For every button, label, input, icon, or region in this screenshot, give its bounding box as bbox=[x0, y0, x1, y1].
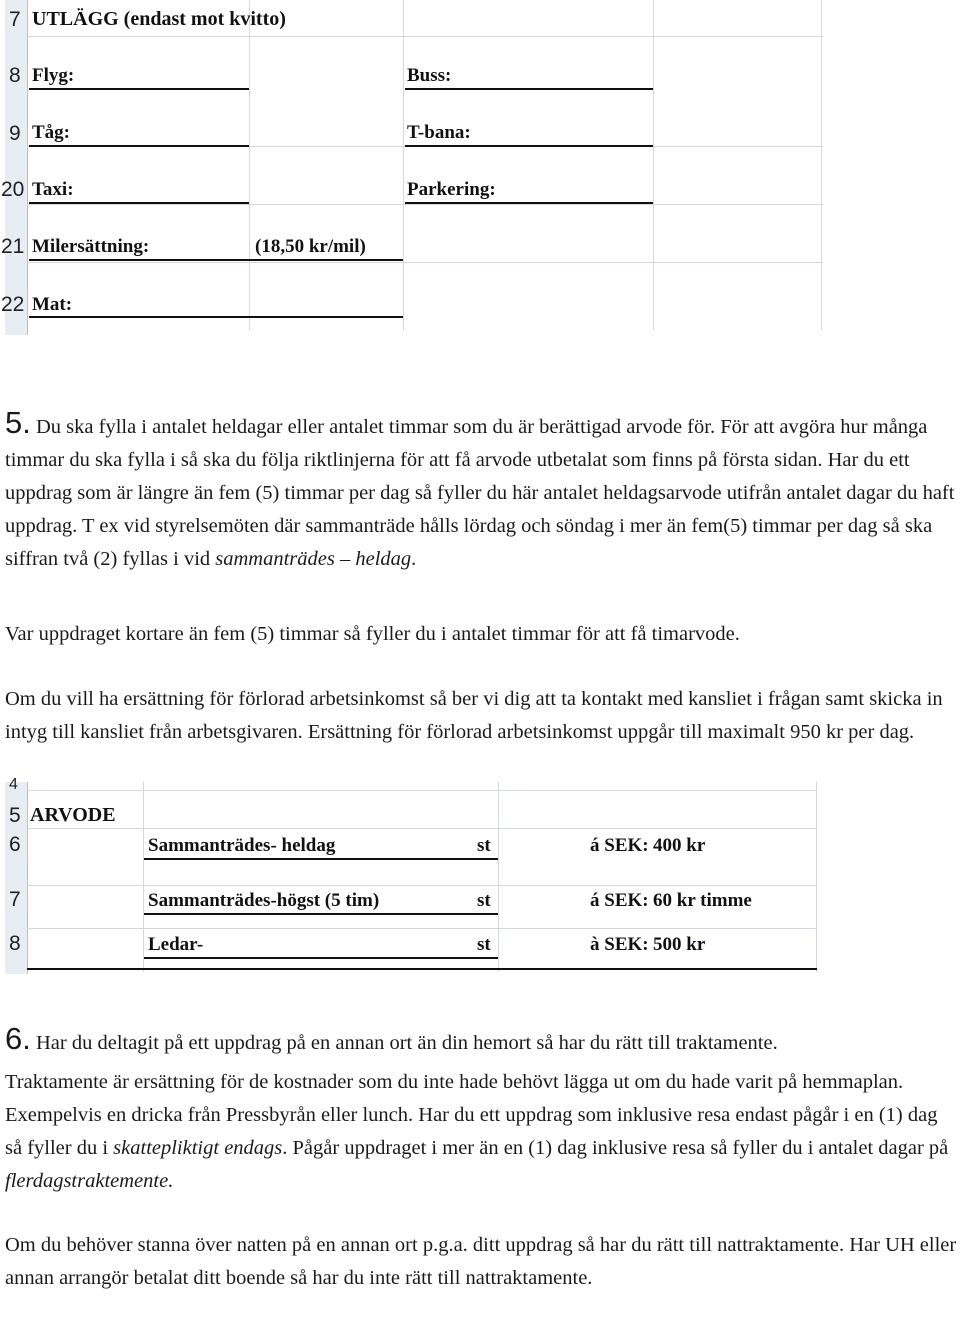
mileage-label: Milersättning: bbox=[32, 236, 150, 257]
grid-line bbox=[27, 204, 823, 205]
row-number: 8 bbox=[9, 64, 21, 87]
section-6-paragraph-3: Om du behöver stanna över natten på en annan ort p.g.a. ditt uppdrag så har du rätt till nattraktamente. Har UH eller annan arrangör betalat ditt boende så har du inte rätt till nattraktamente. bbox=[5, 1234, 957, 1289]
fee-row-rate-label: á SEK: bbox=[590, 835, 649, 856]
section-6-text: . Pågår uppdraget i mer än en (1) dag inklusive resa så fyller du i antalet dagar på bbox=[282, 1137, 949, 1159]
fee-row-rate: 60 kr timme bbox=[653, 890, 752, 911]
section-5-text: Du ska fylla i antalet heldagar eller antalet timmar som du är berättigad arvode för. För att avgöra hur många timmar du ska fylla i så ska du följa riktlinjerna för att få arvode utbetalat som finns på första sidan. Har du ett uppdrag som är längre än fem (5) timmar per dag så fyller du här antalet heldagsarvode utifrån antalet dagar du haft uppdrag. T ex vid styrelsemöten där sammanträde hålls lördag och söndag i mer än fem(5) timmar per dag så ska siffran två (2) fyllas i vid bbox=[5, 416, 955, 570]
row-number: 4 bbox=[9, 776, 18, 793]
row-header-column bbox=[1, 0, 28, 335]
section-6-paragraph-2 bbox=[5, 1066, 957, 1198]
fee-row-unit: st bbox=[477, 835, 491, 856]
bus-line bbox=[405, 88, 653, 90]
food-line bbox=[29, 316, 403, 318]
fee-row-rate-label: à SEK: bbox=[590, 934, 649, 955]
grid-line bbox=[27, 885, 817, 886]
row-number: 5 bbox=[9, 804, 21, 827]
section-6-number: 6. bbox=[5, 1021, 31, 1056]
row-number: 6 bbox=[9, 833, 21, 856]
grid-line bbox=[653, 0, 654, 330]
mileage-line bbox=[29, 259, 403, 261]
expenses-heading: UTLÄGG (endast mot kvitto) bbox=[32, 8, 286, 30]
parking-label: Parkering: bbox=[407, 179, 496, 200]
fee-heading: ARVODE bbox=[30, 804, 116, 826]
fee-sheet bbox=[5, 776, 820, 974]
fee-row-unit: st bbox=[477, 934, 491, 955]
section-5-text-end: . bbox=[411, 548, 417, 570]
grid-line bbox=[27, 928, 817, 929]
grid-line bbox=[27, 828, 817, 829]
grid-line bbox=[498, 782, 499, 972]
section-6-italic: flerdagstraktemente. bbox=[5, 1170, 174, 1192]
grid-line bbox=[27, 790, 817, 791]
taxi-line bbox=[29, 202, 249, 204]
train-line bbox=[29, 145, 249, 147]
section-5-number: 5. bbox=[5, 405, 31, 440]
row-number: 8 bbox=[9, 932, 21, 955]
row-header-column bbox=[5, 776, 28, 974]
grid-line bbox=[249, 0, 250, 330]
metro-line bbox=[405, 145, 653, 147]
row-number: 20 bbox=[1, 178, 25, 201]
fee-row-line bbox=[144, 913, 498, 915]
metro-label: T-bana: bbox=[407, 122, 471, 143]
parking-line bbox=[405, 202, 653, 204]
train-label: Tåg: bbox=[32, 122, 70, 143]
flights-line bbox=[29, 88, 249, 90]
grid-line bbox=[27, 262, 823, 263]
fee-row-label: Ledar- bbox=[148, 934, 204, 955]
grid-line bbox=[27, 36, 823, 37]
row-number: 7 bbox=[9, 888, 21, 911]
section-5-paragraph-2: Var uppdraget kortare än fem (5) timmar så fyller du i antalet timmar för att få timarvode. bbox=[5, 623, 740, 645]
flights-label: Flyg: bbox=[32, 65, 75, 86]
fee-row-unit: st bbox=[477, 890, 491, 911]
row-number: 9 bbox=[9, 122, 21, 145]
grid-line bbox=[143, 782, 144, 972]
grid-line bbox=[403, 0, 404, 330]
section-6-intro-text: Har du deltagit på ett uppdrag på en annan ort än din hemort så har du rätt till traktamente. bbox=[35, 1032, 778, 1054]
mileage-rate: (18,50 kr/mil) bbox=[255, 236, 366, 257]
section-5-italic: sammanträdes – heldag bbox=[215, 548, 412, 570]
section-6-text: Traktamente är ersättning för de kostnader som du inte hade behövt lägga ut om du hade varit på hemmaplan. Exempelvis en dricka från Pressbyrån eller lunch. Har du ett uppdrag som inklusive resa endast pågår i en (1) dag så fyller du i bbox=[5, 1071, 938, 1159]
fee-row-label: Sammanträdes- heldag bbox=[148, 835, 336, 856]
expenses-sheet bbox=[1, 0, 825, 335]
row-number: 7 bbox=[9, 8, 21, 31]
fee-row-rate: 500 kr bbox=[653, 934, 706, 955]
row-number: 22 bbox=[1, 293, 25, 316]
section-5-paragraph bbox=[5, 406, 957, 576]
fee-row-rate: 400 kr bbox=[653, 835, 706, 856]
grid-line bbox=[816, 782, 817, 972]
section-6-intro bbox=[5, 1022, 957, 1060]
fee-row-line bbox=[144, 858, 498, 860]
fee-row-line bbox=[144, 957, 498, 959]
section-6-italic: skattepliktigt endags bbox=[113, 1137, 283, 1159]
fee-row-label: Sammanträdes-högst (5 tim) bbox=[148, 890, 380, 911]
sheet-bottom-rule bbox=[27, 968, 817, 970]
food-label: Mat: bbox=[32, 294, 73, 315]
section-5-paragraph-3: Om du vill ha ersättning för förlorad arbetsinkomst så ber vi dig att ta kontakt med kansliet i frågan samt skicka in intyg till kansliet från arbetsgivaren. Ersättning för förlorad arbetsinkomst uppgår till maximalt 950 kr per dag. bbox=[5, 688, 943, 743]
row-number: 21 bbox=[1, 235, 25, 258]
taxi-label: Taxi: bbox=[32, 179, 74, 200]
fee-row-rate-label: á SEK: bbox=[590, 890, 649, 911]
grid-line bbox=[821, 0, 822, 330]
bus-label: Buss: bbox=[407, 65, 452, 86]
